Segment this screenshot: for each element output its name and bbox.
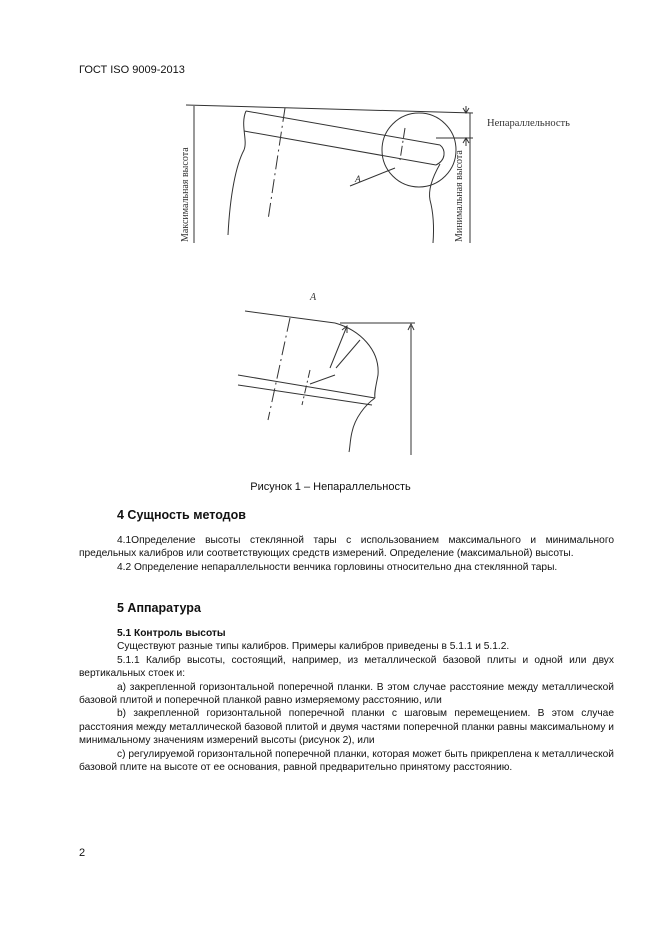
neck-left-contour (228, 111, 246, 235)
section-5-heading: 5 Аппаратура (117, 601, 201, 615)
detail-rim-top (245, 311, 335, 323)
paragraph-5-1-1: 5.1.1 Калибр высоты, состоящий, например, из металлической базовой плиты и одной или двух вертикальных стоек и: (79, 654, 614, 680)
axis-dash-upper (268, 108, 285, 220)
rim-right-end (436, 145, 444, 165)
page-number: 2 (79, 847, 86, 859)
paragraph-4-1: 4.1Определение высоты стеклянной тары с использованием максимального и минимального предельных калибров или соответствующих средств измерений. Определение (максимальной) высоты. (79, 535, 614, 560)
list-item-b: b) закрепленной горизонтальной поперечной планки с шаговым перемещением. В этом случае расстояния между металлической базовой плитой и двумя частями поперечной планки равны максимальному и минимальному значениям измерений высоты (рисунок 2), или (79, 708, 614, 747)
top-reference-line (186, 105, 473, 113)
section-5-body (79, 627, 614, 774)
axis-dash-upper-2 (400, 128, 405, 160)
paragraph-5-1-intro: Существуют разные типы калибров. Примеры калибров приведены в 5.1.1 и 5.1.2. (117, 641, 510, 653)
label-nonparallel: Непараллельность (487, 118, 570, 129)
figure-caption: Рисунок 1 – Непараллельность (250, 481, 411, 493)
detail-rim-curve (335, 323, 378, 398)
detail-axis-dash (268, 318, 290, 420)
label-detail-a-lower: A (310, 292, 317, 303)
detail-neck-contour (349, 398, 375, 452)
label-detail-a-upper: A (355, 175, 361, 185)
detail-pointer-1 (330, 326, 347, 368)
rim-bottom-edge (244, 131, 436, 165)
rim-top-edge (246, 111, 440, 145)
list-item-a: а) закрепленной горизонтальной поперечной планки. В этом случае расстояние между металлической базовой плитой и поперечной планкой равно измеряемому расстоянию, или (79, 681, 614, 707)
subsection-5-1-heading: 5.1 Контроль высоты (117, 628, 226, 639)
neck-right-contour (429, 164, 440, 243)
label-min-height: Минимальная высота (454, 150, 465, 242)
detail-axis-dash-2 (302, 370, 310, 405)
section-4-heading: 4 Сущность методов (117, 508, 246, 522)
list-item-c: с) регулируемой горизонтальной поперечной планки, которая может быть прикреплена к металлической базовой плите на высоте от ее основания, равной предварительно принятому расстоянию. (79, 748, 614, 774)
detail-pointer-3 (310, 375, 335, 384)
paragraph-4-2: 4.2 Определение непараллельности венчика горловины относительно дна стеклянной тары. (117, 561, 558, 573)
detail-a-circle (382, 113, 456, 187)
label-max-height: Максимальная высота (180, 147, 191, 242)
document-header: ГОСТ ISO 9009-2013 (79, 64, 185, 76)
section-4-body (79, 534, 614, 574)
detail-rim-line-2 (238, 385, 372, 405)
